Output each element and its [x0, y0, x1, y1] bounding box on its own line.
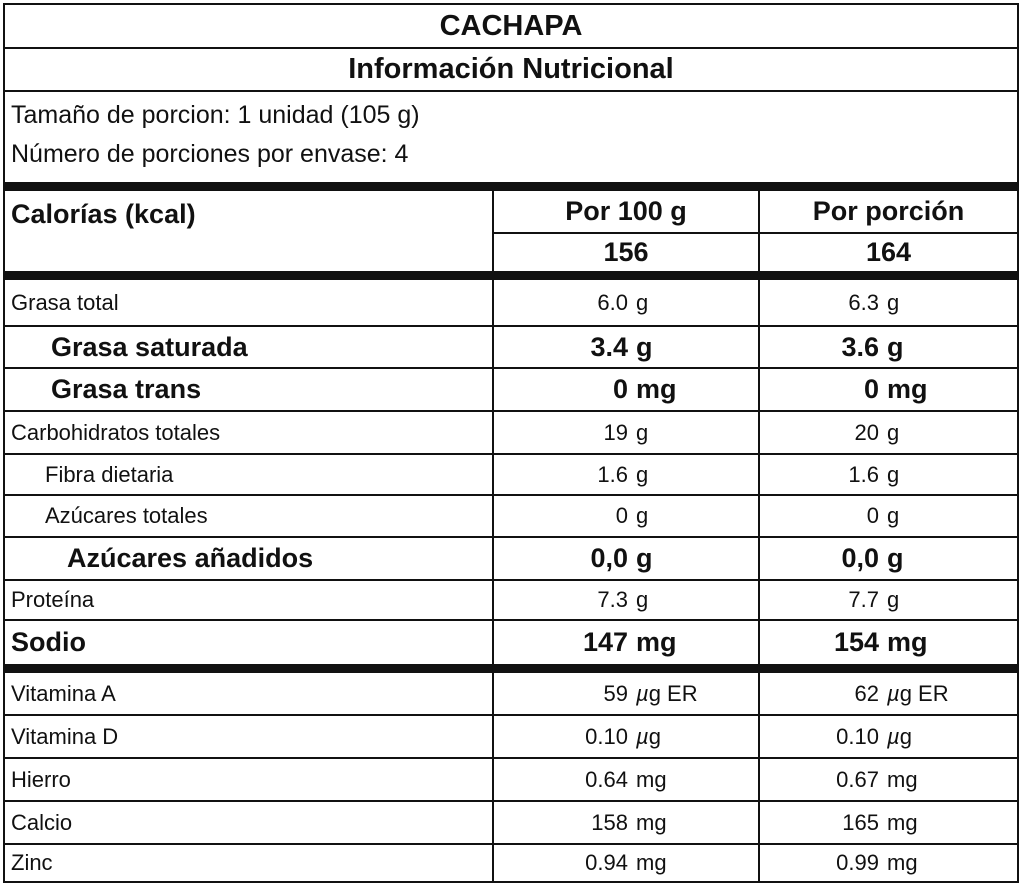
- product-title-text: CACHAPA: [439, 9, 583, 42]
- micro-symbol: µ: [636, 680, 649, 706]
- label-subtitle: [5, 49, 1017, 92]
- nutrient-row: [5, 621, 1017, 673]
- vitamin-per-serving: [758, 845, 1017, 881]
- unit: g: [636, 331, 653, 362]
- value: 0: [615, 503, 628, 528]
- vitamin-row: [5, 802, 1017, 845]
- unit: g: [887, 331, 904, 362]
- vitamin-row: [5, 845, 1017, 881]
- unit: g: [636, 289, 649, 315]
- unit: g: [636, 587, 649, 612]
- nutrient-per-serving: [758, 455, 1017, 494]
- value: 59: [603, 680, 628, 706]
- unit-text: g ER: [899, 680, 949, 706]
- value: 0.99: [836, 850, 879, 875]
- vitamin-per-100g: [492, 845, 758, 881]
- vitamin-name: Vitamina D: [11, 723, 119, 749]
- value: 0.67: [836, 766, 879, 792]
- nutrient-row: [5, 412, 1017, 455]
- unit: mg: [636, 627, 677, 657]
- nutrient-name: Azúcares totales: [45, 503, 208, 528]
- value: 0.10: [585, 723, 628, 749]
- unit: mg: [887, 809, 918, 835]
- value: 147: [582, 627, 628, 657]
- value: 62: [854, 680, 879, 706]
- vitamin-row: [5, 673, 1017, 716]
- unit: [887, 724, 912, 750]
- vitamin-name: Zinc: [11, 850, 53, 875]
- calories-block: [5, 191, 1017, 280]
- vitamin-per-serving: [758, 802, 1017, 843]
- nutrient-per-100g: [492, 538, 758, 579]
- value: 158: [591, 809, 628, 835]
- nutrient-per-100g: [492, 496, 758, 536]
- unit: g: [887, 419, 900, 445]
- unit: mg: [887, 850, 918, 875]
- value: 19: [603, 419, 628, 445]
- micro-symbol: µ: [887, 723, 900, 749]
- unit: [887, 681, 949, 707]
- unit: [636, 724, 661, 750]
- value: 6.0: [597, 289, 628, 315]
- value: 0.64: [585, 766, 628, 792]
- value: 165: [842, 809, 879, 835]
- unit: mg: [636, 374, 677, 404]
- nutrient-name: Grasa trans: [51, 374, 202, 404]
- per-serving-header: Por porción: [760, 191, 1017, 234]
- value: 3.6: [841, 331, 879, 362]
- calories-label-cell: [5, 191, 492, 271]
- nutrient-per-serving: [758, 369, 1017, 410]
- micro-symbol: µ: [636, 723, 649, 749]
- nutrient-name: Azúcares añadidos: [67, 543, 314, 573]
- value: 0: [863, 374, 879, 404]
- micro-symbol: µ: [887, 680, 900, 706]
- calories-label: Calorías (kcal): [11, 199, 196, 229]
- nutrient-per-serving: [758, 538, 1017, 579]
- per-serving-column-header: [758, 191, 1017, 271]
- nutrient-per-100g: [492, 280, 758, 325]
- value: 0.94: [585, 850, 628, 875]
- nutrient-row: [5, 280, 1017, 327]
- nutrient-name: Carbohidratos totales: [11, 419, 221, 445]
- unit: g: [887, 587, 900, 612]
- product-title: [5, 5, 1017, 49]
- unit-text: g: [648, 723, 661, 749]
- nutrient-per-100g: [492, 369, 758, 410]
- nutrient-row: [5, 327, 1017, 369]
- nutrient-per-100g: [492, 327, 758, 367]
- vitamin-per-100g: [492, 802, 758, 843]
- vitamin-per-100g: [492, 673, 758, 714]
- unit: g: [887, 289, 900, 315]
- nutrient-per-100g: [492, 581, 758, 619]
- nutrient-per-serving: [758, 621, 1017, 664]
- unit: g: [887, 503, 900, 528]
- serving-size: Tamaño de porcion: 1 unidad (105 g): [11, 101, 420, 129]
- value: 154: [833, 627, 879, 657]
- value: 0: [612, 374, 628, 404]
- unit: g: [887, 461, 900, 487]
- value: 1.6: [848, 461, 879, 487]
- vitamin-per-100g: [492, 716, 758, 757]
- nutrient-per-100g: [492, 621, 758, 664]
- servings-per-container: Número de porciones por envase: 4: [11, 140, 409, 168]
- nutrient-name: Proteína: [11, 587, 95, 612]
- unit-text: g ER: [648, 680, 698, 706]
- value: 6.3: [848, 289, 879, 315]
- value: 7.7: [848, 587, 879, 612]
- nutrient-row: [5, 369, 1017, 412]
- value: 0,0: [590, 543, 628, 573]
- unit: mg: [887, 374, 928, 404]
- value: 3.4: [590, 331, 628, 362]
- value: 20: [854, 419, 879, 445]
- vitamin-row: [5, 716, 1017, 759]
- unit: mg: [636, 850, 667, 875]
- unit: mg: [887, 766, 918, 792]
- calories-per-serving: 164: [865, 237, 912, 267]
- nutrient-row: [5, 496, 1017, 538]
- nutrient-per-serving: [758, 412, 1017, 453]
- unit-text: g: [899, 723, 912, 749]
- vitamin-name: Vitamina A: [11, 680, 116, 706]
- unit: g: [636, 461, 649, 487]
- value: 1.6: [597, 461, 628, 487]
- nutrient-name: Fibra dietaria: [45, 461, 174, 487]
- value: 0,0: [841, 543, 879, 573]
- nutrient-row: [5, 455, 1017, 496]
- nutrient-per-100g: [492, 412, 758, 453]
- vitamin-row: [5, 759, 1017, 802]
- unit: g: [636, 503, 649, 528]
- nutrient-per-serving: [758, 327, 1017, 367]
- per-100g-column-header: [492, 191, 758, 271]
- serving-info: [5, 92, 1017, 191]
- unit: mg: [636, 809, 667, 835]
- nutrient-row: [5, 581, 1017, 621]
- per-100g-header: Por 100 g: [494, 191, 758, 234]
- vitamin-name: Calcio: [11, 809, 73, 835]
- value: 0: [866, 503, 879, 528]
- nutrient-row: [5, 538, 1017, 581]
- nutrient-per-serving: [758, 280, 1017, 325]
- value: 7.3: [597, 587, 628, 612]
- label-subtitle-text: Información Nutricional: [348, 53, 674, 85]
- nutrient-name: Grasa saturada: [51, 331, 248, 362]
- unit: mg: [887, 627, 928, 657]
- value: 0.10: [836, 723, 879, 749]
- unit: g: [887, 543, 904, 573]
- nutrient-name: Grasa total: [11, 289, 119, 315]
- nutrient-name: Sodio: [11, 627, 86, 657]
- unit: [636, 681, 698, 707]
- nutrient-per-serving: [758, 581, 1017, 619]
- unit: g: [636, 543, 653, 573]
- nutrition-label: [3, 3, 1019, 883]
- vitamin-per-serving: [758, 759, 1017, 800]
- calories-per-100g: 156: [603, 237, 649, 267]
- nutrient-per-100g: [492, 455, 758, 494]
- unit: g: [636, 419, 649, 445]
- vitamin-name: Hierro: [11, 766, 71, 792]
- unit: mg: [636, 766, 667, 792]
- nutrient-per-serving: [758, 496, 1017, 536]
- vitamin-per-serving: [758, 716, 1017, 757]
- vitamin-per-serving: [758, 673, 1017, 714]
- vitamin-per-100g: [492, 759, 758, 800]
